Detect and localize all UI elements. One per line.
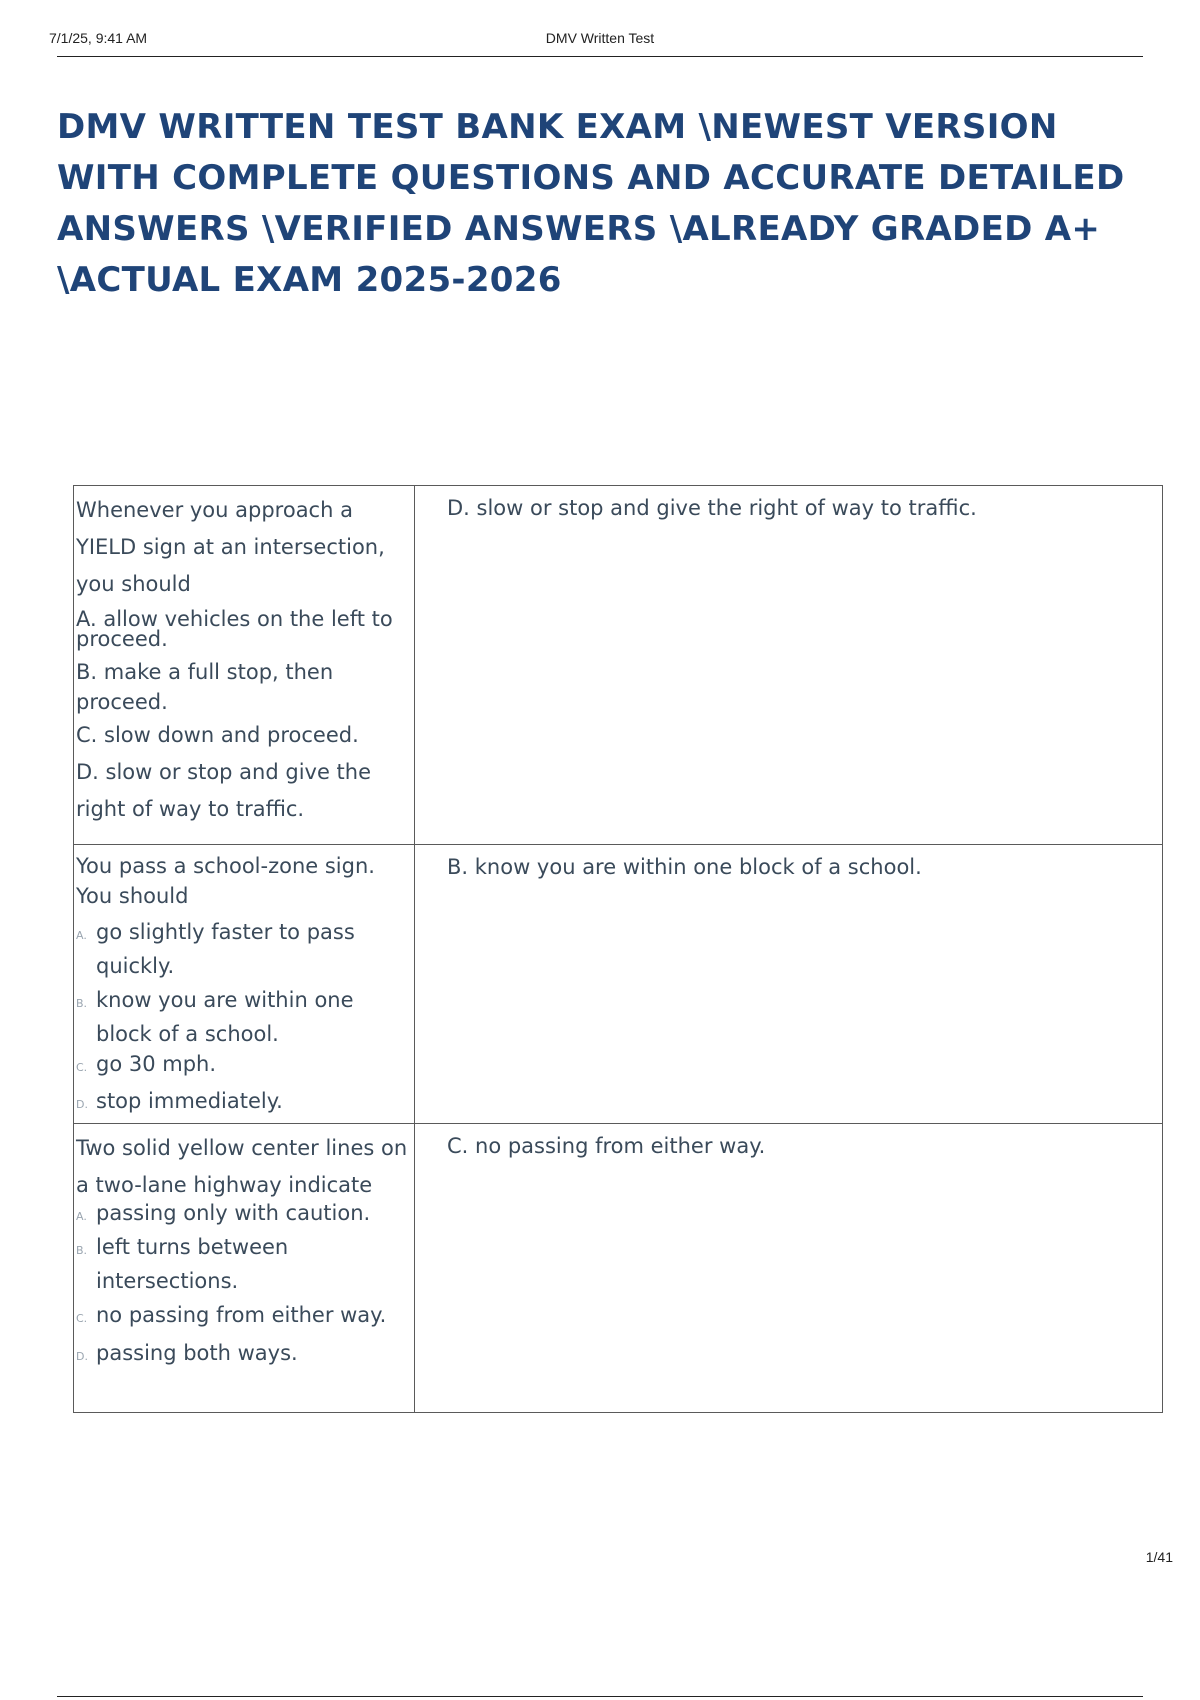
option-text: left turns between intersections. — [96, 1235, 289, 1293]
question-cell — [74, 845, 415, 1124]
option-text: know you are within one block of a school. — [96, 988, 354, 1046]
answer-text: C. no passing from either way. — [447, 1134, 766, 1158]
option-mark: B. — [76, 1244, 88, 1257]
option-c — [76, 1049, 410, 1083]
option-mark: A. — [76, 1210, 87, 1223]
table-row — [74, 845, 1163, 1124]
print-title: DMV Written Test — [545, 30, 655, 46]
option-text: passing only with caution. — [96, 1201, 371, 1225]
question-cell — [74, 1124, 415, 1413]
option-mark: D. — [76, 1350, 88, 1363]
answer-cell — [415, 1124, 1163, 1413]
option-mark: B. — [76, 997, 88, 1010]
option-a — [76, 1198, 410, 1232]
option-text: go 30 mph. — [96, 1052, 217, 1076]
table-row — [74, 1124, 1163, 1413]
option-a — [76, 917, 410, 981]
option-text: go slightly faster to pass quickly. — [96, 920, 355, 978]
question-text: Two solid yellow center lines on a two-lane highway indicate — [76, 1136, 408, 1197]
print-date: 7/1/25, 9:41 AM — [49, 30, 148, 46]
option-b: B. make a full stop, then proceed. — [76, 660, 334, 714]
option-d — [76, 1338, 410, 1372]
option-b — [76, 1232, 410, 1296]
option-mark: C. — [76, 1061, 88, 1074]
answer-text: D. slow or stop and give the right of way to traffic. — [447, 496, 977, 520]
document-title: DMV WRITTEN TEST BANK EXAM \NEWEST VERSION WITH COMPLETE QUESTIONS AND ACCURATE DETAILED ANSWERS \VERIFIED ANSWERS \ALREADY GRADED A+ \ACTUAL EXAM 2025-2026 — [57, 107, 1125, 300]
table-row — [74, 486, 1163, 845]
question-text: You pass a school-zone sign. You should — [76, 854, 375, 908]
answer-cell — [415, 486, 1163, 845]
qa-table — [73, 485, 1163, 1413]
question-cell — [74, 486, 415, 845]
option-c: C. slow down and proceed. — [76, 723, 359, 747]
option-c — [76, 1300, 410, 1334]
option-mark: D. — [76, 1098, 88, 1111]
page-number: 1/41 — [1145, 1549, 1173, 1565]
option-text: no passing from either way. — [96, 1303, 387, 1327]
option-text: passing both ways. — [96, 1341, 298, 1365]
answer-cell — [415, 845, 1163, 1124]
option-d — [76, 1086, 410, 1120]
question-text: Whenever you approach a YIELD sign at an intersection, you should — [76, 498, 385, 596]
option-mark: C. — [76, 1312, 88, 1325]
print-header — [49, 30, 1143, 57]
option-a: A. allow vehicles on the left to proceed. — [76, 607, 393, 651]
answer-text: B. know you are within one block of a school. — [447, 855, 922, 879]
option-b — [76, 985, 410, 1049]
footer-divider — [57, 1696, 1143, 1697]
option-d: D. slow or stop and give the right of way to traffic. — [76, 760, 372, 821]
option-mark: A. — [76, 929, 87, 942]
option-text: stop immediately. — [96, 1089, 283, 1113]
